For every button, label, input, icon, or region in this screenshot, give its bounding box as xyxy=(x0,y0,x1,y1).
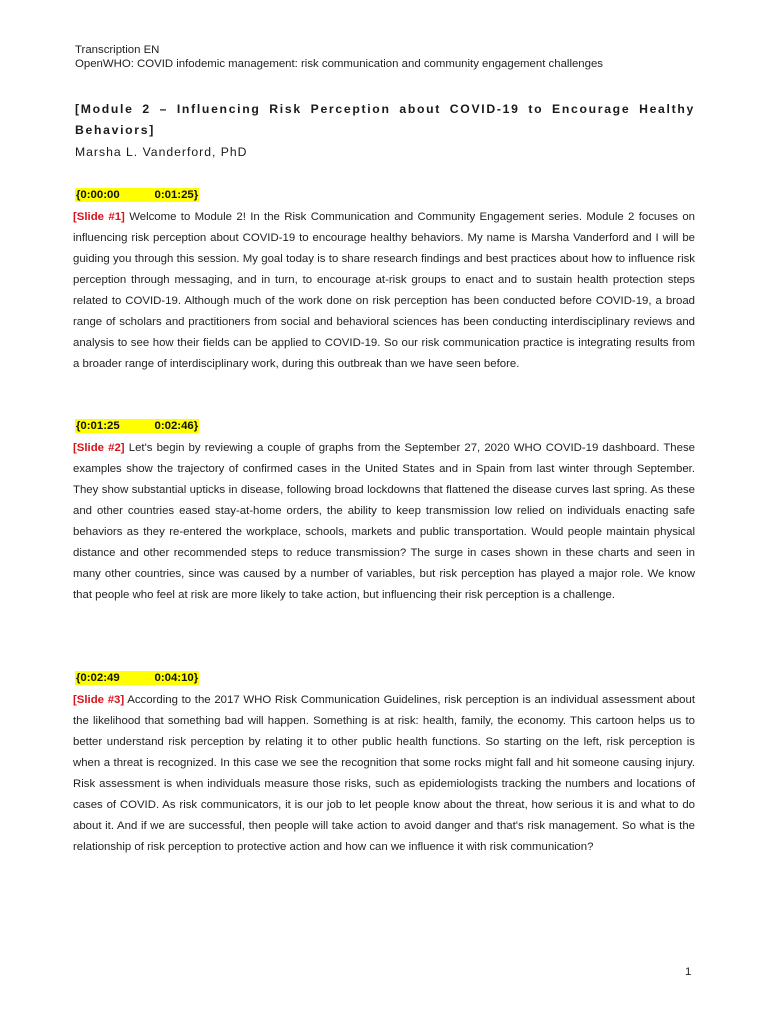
transcript-paragraph xyxy=(73,690,695,858)
paragraph-text: According to the 2017 WHO Risk Communication Guidelines, risk perception is an individual assessment about the likelihood that something bad will happen. Something is at risk: health, family, the economy. This cartoon helps us to better understand risk perception by relating it to other public health functions. So starting on the left, risk perception is when a threat is recognized. In this case we see the recognition that some rocks might fall and hit someone causing injury. Risk assessment is when individuals measure those risks, such as epidemiologists tracking the numbers and locations of cases of COVID. As risk communicators, it is our job to let people know about the threat, how serious it is and what to do about it. And if we are successful, then people will take action to avoid danger and that's risk management. So what is the relationship of risk perception to protective action and how can we influence it with risk communication? xyxy=(73,694,695,853)
paragraph-text: Let's begin by reviewing a couple of graphs from the September 27, 2020 WHO COVID-19 dashboard. These examples show the trajectory of confirmed cases in the United States and in Spain from last winter through September. They show substantial upticks in disease, following broad lockdowns that flattened the disease curves last spring. As these and other countries eased stay-at-home orders, the ability to keep transmission low relied on individuals enacting safe behaviors as they re-entered the workplace, schools, markets and public transportation. Would people maintain physical distance and other recommended steps to reduce transmission? The surge in cases shown in these charts and seen in many other countries, since was caused by a number of variables, but risk perception has played a major role. We know that people who feel at risk are more likely to take action, but influencing their risk perception is a challenge. xyxy=(73,442,695,601)
timestamp: {0:01:25 0:02:46} xyxy=(76,420,199,432)
transcript-paragraph xyxy=(73,207,695,375)
document-header xyxy=(75,43,705,71)
slide-label: [Slide #3] xyxy=(73,694,125,706)
slide-label: [Slide #1] xyxy=(73,211,125,223)
header-language-line: Transcription EN xyxy=(75,44,160,56)
author-name: Marsha L. Vanderford, PhD xyxy=(75,145,248,159)
transcript-section-2 xyxy=(73,416,695,606)
timestamp: {0:02:49 0:04:10} xyxy=(76,672,199,684)
timestamp: {0:00:00 0:01:25} xyxy=(76,189,199,201)
transcript-paragraph xyxy=(73,438,695,606)
transcript-section-1 xyxy=(73,185,695,375)
slide-label: [Slide #2] xyxy=(73,442,125,454)
paragraph-text: Welcome to Module 2! In the Risk Communication and Community Engagement series. Module 2 focuses on influencing risk perception about COVID-19 to encourage healthy behaviors. My name is Marsha Vanderford and I will be guiding you through this session. My goal today is to share research findings and best practices about how to influence risk perception through messaging, and in turn, to encourage at-risk groups to enact and to sustain health protection steps related to COVID-19. Although much of the work done on risk perception has been conducted before COVID-19, a broad range of scholars and practitioners from social and behavioral sciences has been conducting interdisciplinary reviews and analysis to see how their fields can be applied to COVID-19. So our risk communication practice is integrating results from a broader range of interdisciplinary work, during this outbreak than we have seen before. xyxy=(73,211,696,370)
header-course-line: OpenWHO: COVID infodemic management: risk communication and community engagement challenges xyxy=(75,58,604,70)
module-title: [Module 2 – Influencing Risk Perception about COVID-19 to Encourage Healthy Behaviors] xyxy=(75,102,695,137)
page-number: 1 xyxy=(685,966,692,978)
transcript-section-3 xyxy=(73,668,695,858)
